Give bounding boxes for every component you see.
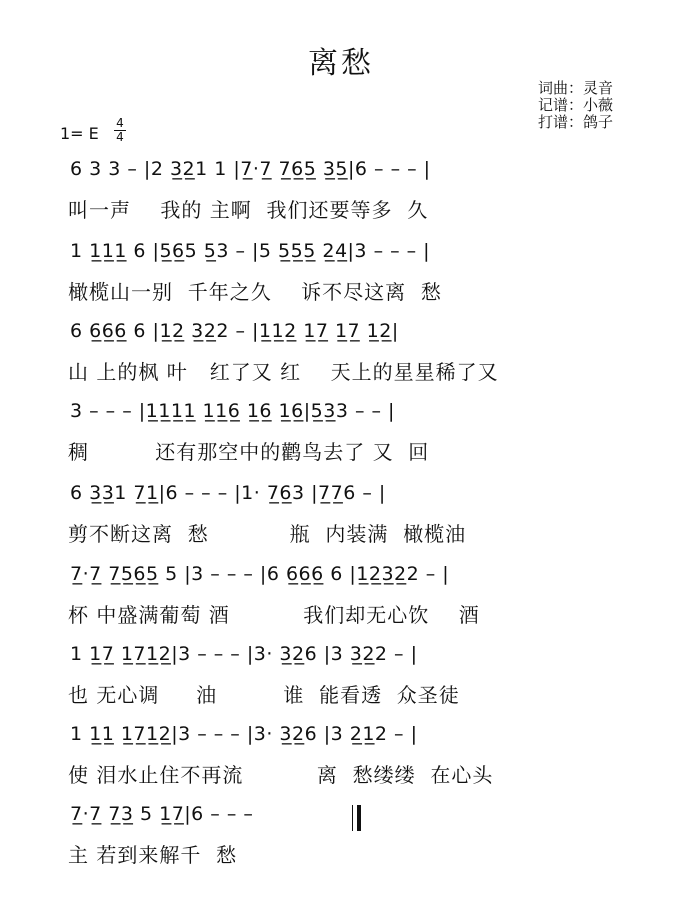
music-system xyxy=(0,158,682,233)
notation-line: 7̲·7̲ 7̲3̲ 5 1̲7̲|6 – – – xyxy=(70,803,260,825)
lyrics-line: 杯 中盛满葡萄 酒 我们却无心饮 酒 xyxy=(68,603,480,627)
credit-typesetter: 打谱：鸽子 xyxy=(538,113,614,131)
notation-line: 1 1̲1̲1̲ 6 |5̲6̲5 5̲3 – |5 5̲5̲5̲ 2̲4̲|3 – – – | xyxy=(70,240,431,262)
notation-line: 7̲·7̲ 7̲5̲6̲5̲ 5 |3 – – – |6 6̲6̲6̲ 6 |1̲2̲3̲2̲2 – | xyxy=(70,563,450,585)
notation-line: 1 1̲1̲ 1̲7̲1̲2̲|3 – – – |3· 3̲2̲6 |3 2̲1̲2 – | xyxy=(70,723,418,745)
lyrics-line: 使 泪水止住不再流 离 愁缕缕 在心头 xyxy=(68,763,494,787)
music-system xyxy=(0,643,682,718)
music-system xyxy=(0,482,682,557)
key-signature: 1= E xyxy=(60,124,99,143)
lyrics-line: 叫一声 我的 主啊 我们还要等多 久 xyxy=(68,198,429,222)
lyrics-line: 也 无心调 油 谁 能看透 众圣徒 xyxy=(68,683,460,707)
music-system xyxy=(0,320,682,395)
lyrics-line: 剪不断这离 愁 瓶 内装满 橄榄油 xyxy=(68,522,467,546)
lyrics-line: 稠 还有那空中的鹳鸟去了 又 回 xyxy=(68,440,430,464)
credit-lyrics-music: 词曲：灵音 xyxy=(538,79,614,97)
notation-line: 6 6̲6̲6̲ 6 |1̲2̲ 3̲2̲2 – |1̲1̲2̲ 1̲7̲ 1̲7̲ 1̲2̲| xyxy=(70,320,399,342)
music-system xyxy=(0,723,682,798)
music-system xyxy=(0,803,682,878)
notation-line: 1 1̲7̲ 1̲7̲1̲2̲|3 – – – |3· 3̲2̲6 |3 3̲2̲2 – | xyxy=(70,643,418,665)
notation-line: 6 3 3 – |2 3̲2̲1 1 |7̲·7̲ 7̲6̲5̲ 3̲5̲|6 – – – | xyxy=(70,158,431,180)
final-barline-thin xyxy=(352,805,353,831)
music-system xyxy=(0,400,682,475)
page-title: 离愁 xyxy=(308,46,374,81)
music-system xyxy=(0,563,682,638)
final-barline-thick xyxy=(357,805,361,831)
lyrics-line: 主 若到来解千 愁 xyxy=(68,843,238,867)
notation-line: 6 3̲3̲1 7̲1̲|6 – – – |1· 7̲6̲3 |7̲7̲6 – | xyxy=(70,482,386,504)
time-signature: 4 4 xyxy=(114,117,126,143)
lyrics-line: 橄榄山一别 千年之久 诉不尽这离 愁 xyxy=(68,280,442,304)
notation-line: 3 – – – |1̲1̲1̲1̲ 1̲1̲6̲ 1̲6̲ 1̲6̲|5̲3̲3 – – | xyxy=(70,400,395,422)
music-system xyxy=(0,240,682,315)
lyrics-line: 山 上的枫 叶 红了又 红 天上的星星稀了又 xyxy=(68,360,499,384)
credit-transcriber: 记谱：小薇 xyxy=(538,96,614,114)
